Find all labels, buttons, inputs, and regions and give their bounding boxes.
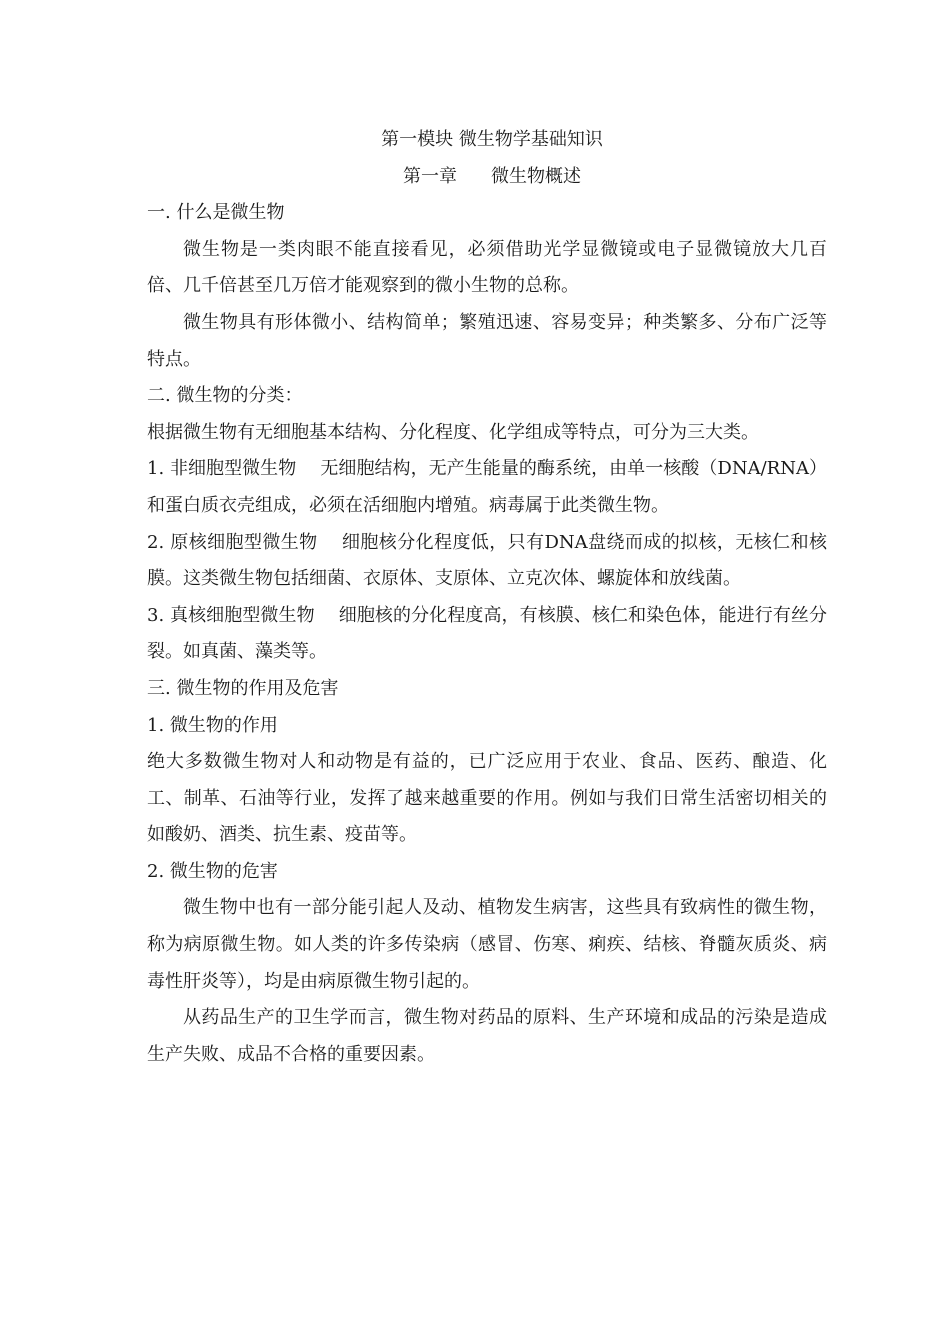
- classification-item-eukaryotic: [147, 598, 827, 671]
- document-page: [147, 122, 827, 1073]
- item-text: 无细胞结构，无产生能量的酶系统，由单一核酸（DNA/RNA）和蛋白质衣壳组成，必须在活细胞内增殖。病毒属于此类微生物。: [147, 458, 828, 516]
- item-text: 细胞核的分化程度高，有核膜、核仁和染色体，能进行有丝分裂。如真菌、藻类等。: [147, 604, 827, 663]
- classification-item-noncellular: [147, 451, 827, 524]
- module-title: 第一模块 微生物学基础知识: [381, 129, 603, 150]
- pharma-paragraph: 从药品生产的卫生学而言，微生物对药品的原料、生产环境和成品的污染是造成生产失败、成品不合格的重要因素。: [147, 1007, 827, 1065]
- item-label: 2. 原核细胞型微生物: [147, 531, 318, 553]
- item-text: 细胞核分化程度低，只有DNA盘绕而成的拟核，无核仁和核膜。这类微生物包括细菌、衣原体、支原体、立克次体、螺旋体和放线菌。: [147, 531, 827, 590]
- subheading-role: 1. 微生物的作用: [147, 714, 278, 736]
- characteristics-paragraph: 微生物具有形体微小、结构简单；繁殖迅速、容易变异；种类繁多、分布广泛等特点。: [147, 311, 827, 370]
- section-heading-role-harm: 三. 微生物的作用及危害: [147, 677, 339, 699]
- chapter-number: 第一章: [403, 165, 457, 187]
- item-label: 1. 非细胞型微生物: [147, 458, 297, 480]
- classification-item-prokaryotic: [147, 525, 827, 598]
- definition-paragraph: 微生物是一类肉眼不能直接看见，必须借助光学显微镜或电子显微镜放大几百倍、几千倍甚至几万倍才能观察到的微小生物的总称。: [147, 238, 827, 297]
- chapter-title: [147, 159, 827, 196]
- subheading-harm: 2. 微生物的危害: [147, 860, 278, 882]
- item-label: 3. 真核细胞型微生物: [147, 604, 315, 626]
- section-heading-classification: 二. 微生物的分类：: [147, 385, 303, 407]
- section-heading-what-is: 一. 什么是微生物: [147, 202, 285, 224]
- role-paragraph: 绝大多数微生物对人和动物是有益的，已广泛应用于农业、食品、医药、酿造、化工、制革、石油等行业，发挥了越来越重要的作用。例如与我们日常生活密切相关的如酸奶、酒类、抗生素、疫苗等。: [147, 751, 827, 846]
- chapter-name: 微生物概述: [491, 165, 581, 187]
- harm-paragraph: 微生物中也有一部分能引起人及动、植物发生病害，这些具有致病性的微生物，称为病原微生物。如人类的许多传染病（感冒、伤寒、痢疾、结核、脊髓灰质炎、病毒性肝炎等），均是由病原微生物引起的。: [147, 897, 827, 992]
- classification-intro: 根据微生物有无细胞基本结构、分化程度、化学组成等特点，可分为三大类。: [147, 421, 759, 443]
